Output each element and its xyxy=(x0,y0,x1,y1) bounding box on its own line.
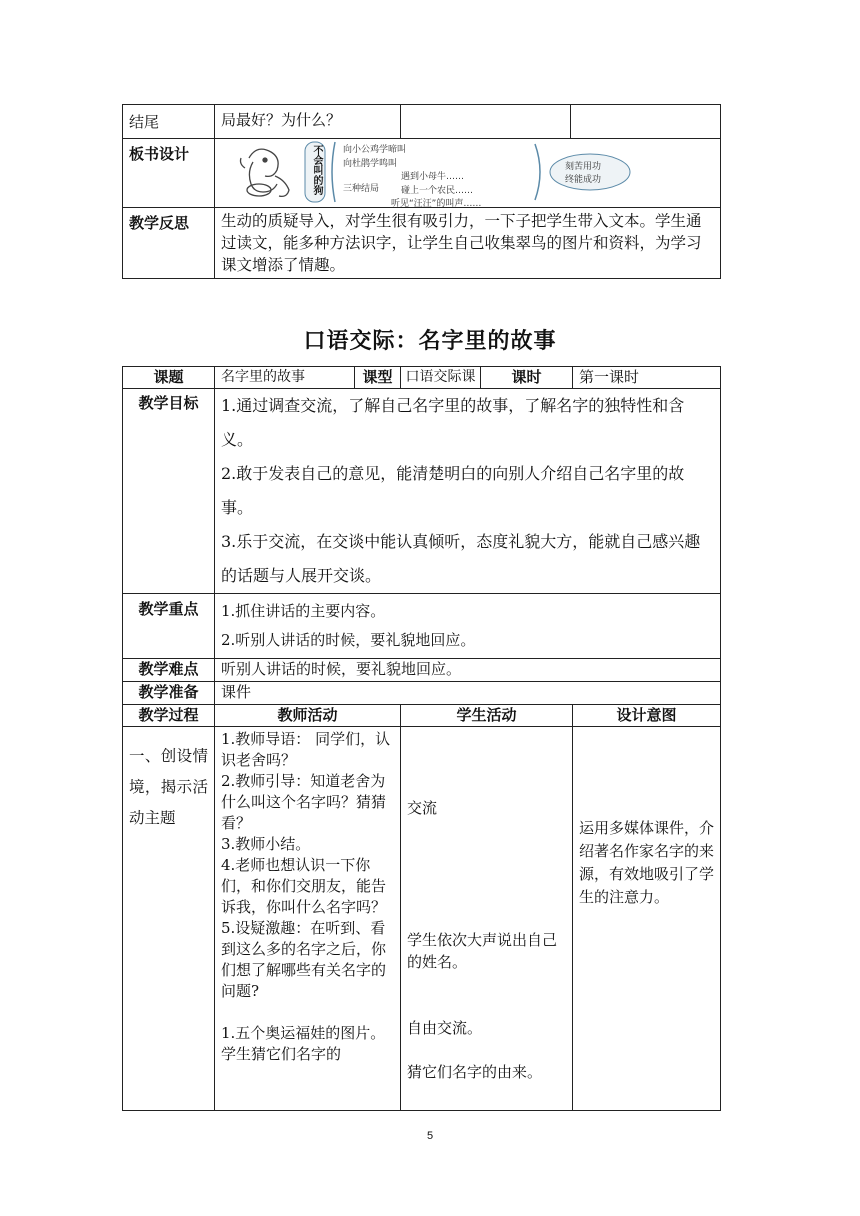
process-header-teacher: 教师活动 xyxy=(215,705,401,727)
teacher-step-3: 3.教师小结。 xyxy=(221,835,311,853)
goal-2: 2.敢于发表自己的意见，能清楚明白的向别人介绍自己名字里的故事。 xyxy=(221,464,685,517)
board-item-1: 向小公鸡学啼叫 xyxy=(343,145,407,155)
top-table xyxy=(122,104,721,279)
teacher-step-1: 1.教师导语： 同学们，认识老舍吗？ xyxy=(221,730,391,769)
board-item-3: 三种结局 xyxy=(343,184,380,194)
key-points-label: 教学重点 xyxy=(123,594,215,659)
goals-content xyxy=(215,389,721,594)
teacher-step-4: 4.老师也想认识一下你们，和你们交朋友，能告诉我，你叫什么名字吗？ xyxy=(221,856,387,916)
teacher-step-2: 2.教师引导：知道老舍为什么叫这个名字吗？猜猜看？ xyxy=(221,772,387,832)
page-number: 5 xyxy=(426,1130,434,1142)
type-value: 口语交际课 xyxy=(401,367,481,389)
board-item-2: 向杜鹃学鸣叫 xyxy=(343,159,398,169)
student-activity-2: 学生依次大声说出自己的姓名。 xyxy=(407,931,558,971)
board-design-sketch xyxy=(215,139,721,208)
process-student xyxy=(401,727,573,1111)
student-activity-1: 交流 xyxy=(407,799,438,817)
board-item-6: 听见“汪汪”的叫声…… xyxy=(391,199,482,209)
prep-content: 课件 xyxy=(215,682,721,705)
dog-icon xyxy=(241,149,290,196)
ending-empty-cell xyxy=(401,105,571,139)
goals-label: 教学目标 xyxy=(123,389,215,594)
topic-key: 课题 xyxy=(123,367,215,389)
student-activity-3: 自由交流。 xyxy=(407,1019,483,1037)
topic-value: 名字里的故事 xyxy=(215,367,355,389)
process-intent xyxy=(573,727,721,1111)
period-value: 第一课时 xyxy=(573,367,721,389)
difficulty-content: 听别人讲话的时候，要礼貌地回应。 xyxy=(215,659,721,682)
process-header-stage: 教学过程 xyxy=(123,705,215,727)
intent-text: 运用多媒体课件，介绍著名作家名字的来源，有效地吸引了学生的注意力。 xyxy=(579,819,715,906)
board-left-vertical: 不会叫的狗 xyxy=(311,145,322,195)
process-stage: 一、创设情境，揭示活动主题 xyxy=(123,727,215,1111)
teacher-step-5: 5.设疑激趣：在听到、看到这么多的名字之后，你们想了解哪些有关名字的问题? xyxy=(221,919,387,1000)
key-point-1: 1.抓住讲话的主要内容。 xyxy=(221,602,386,620)
reflection-label: 教学反思 xyxy=(123,208,215,279)
lesson-plan-table xyxy=(122,366,721,1111)
process-header-intent: 设计意图 xyxy=(573,705,721,727)
key-points-content xyxy=(215,594,721,659)
reflection-content: 生动的质疑导入，对学生很有吸引力，一下子把学生带入文本。学生通过读文，能多种方法识字，让学生自己收集翠鸟的图片和资料，为学习课文增添了情趣。 xyxy=(215,208,721,279)
board-right-1: 刻苦用功 xyxy=(565,162,602,172)
goal-3: 3.乐于交流，在交谈中能认真倾听，态度礼貌大方，能就自己感兴趣的话题与人展开交谈。 xyxy=(221,532,701,585)
process-header-student: 学生活动 xyxy=(401,705,573,727)
ending-empty-cell-2 xyxy=(571,105,721,139)
section-title: 口语交际：名字里的故事 xyxy=(303,329,557,354)
board-right-2: 终能成功 xyxy=(565,175,602,185)
goal-1: 1.通过调查交流，了解自己名字里的故事，了解名字的独特性和含义。 xyxy=(221,396,685,449)
process-teacher xyxy=(215,727,401,1111)
board-design-label: 板书设计 xyxy=(123,139,215,208)
board-item-4: 遇到小母牛…… xyxy=(401,172,465,182)
ending-content: 局最好？为什么？ xyxy=(215,105,401,139)
ending-label: 结尾 xyxy=(123,105,215,139)
board-item-5: 碰上一个农民…… xyxy=(401,186,474,196)
teacher-step-6: 1.五个奥运福娃的图片。学生猜它们名字的 xyxy=(221,1024,386,1063)
student-activity-4: 猜它们名字的由来。 xyxy=(407,1063,543,1081)
difficulty-label: 教学难点 xyxy=(123,659,215,682)
period-key: 课时 xyxy=(481,367,573,389)
prep-label: 教学准备 xyxy=(123,682,215,705)
key-point-2: 2.听别人讲话的时候，要礼貌地回应。 xyxy=(221,631,476,649)
type-key: 课型 xyxy=(355,367,401,389)
